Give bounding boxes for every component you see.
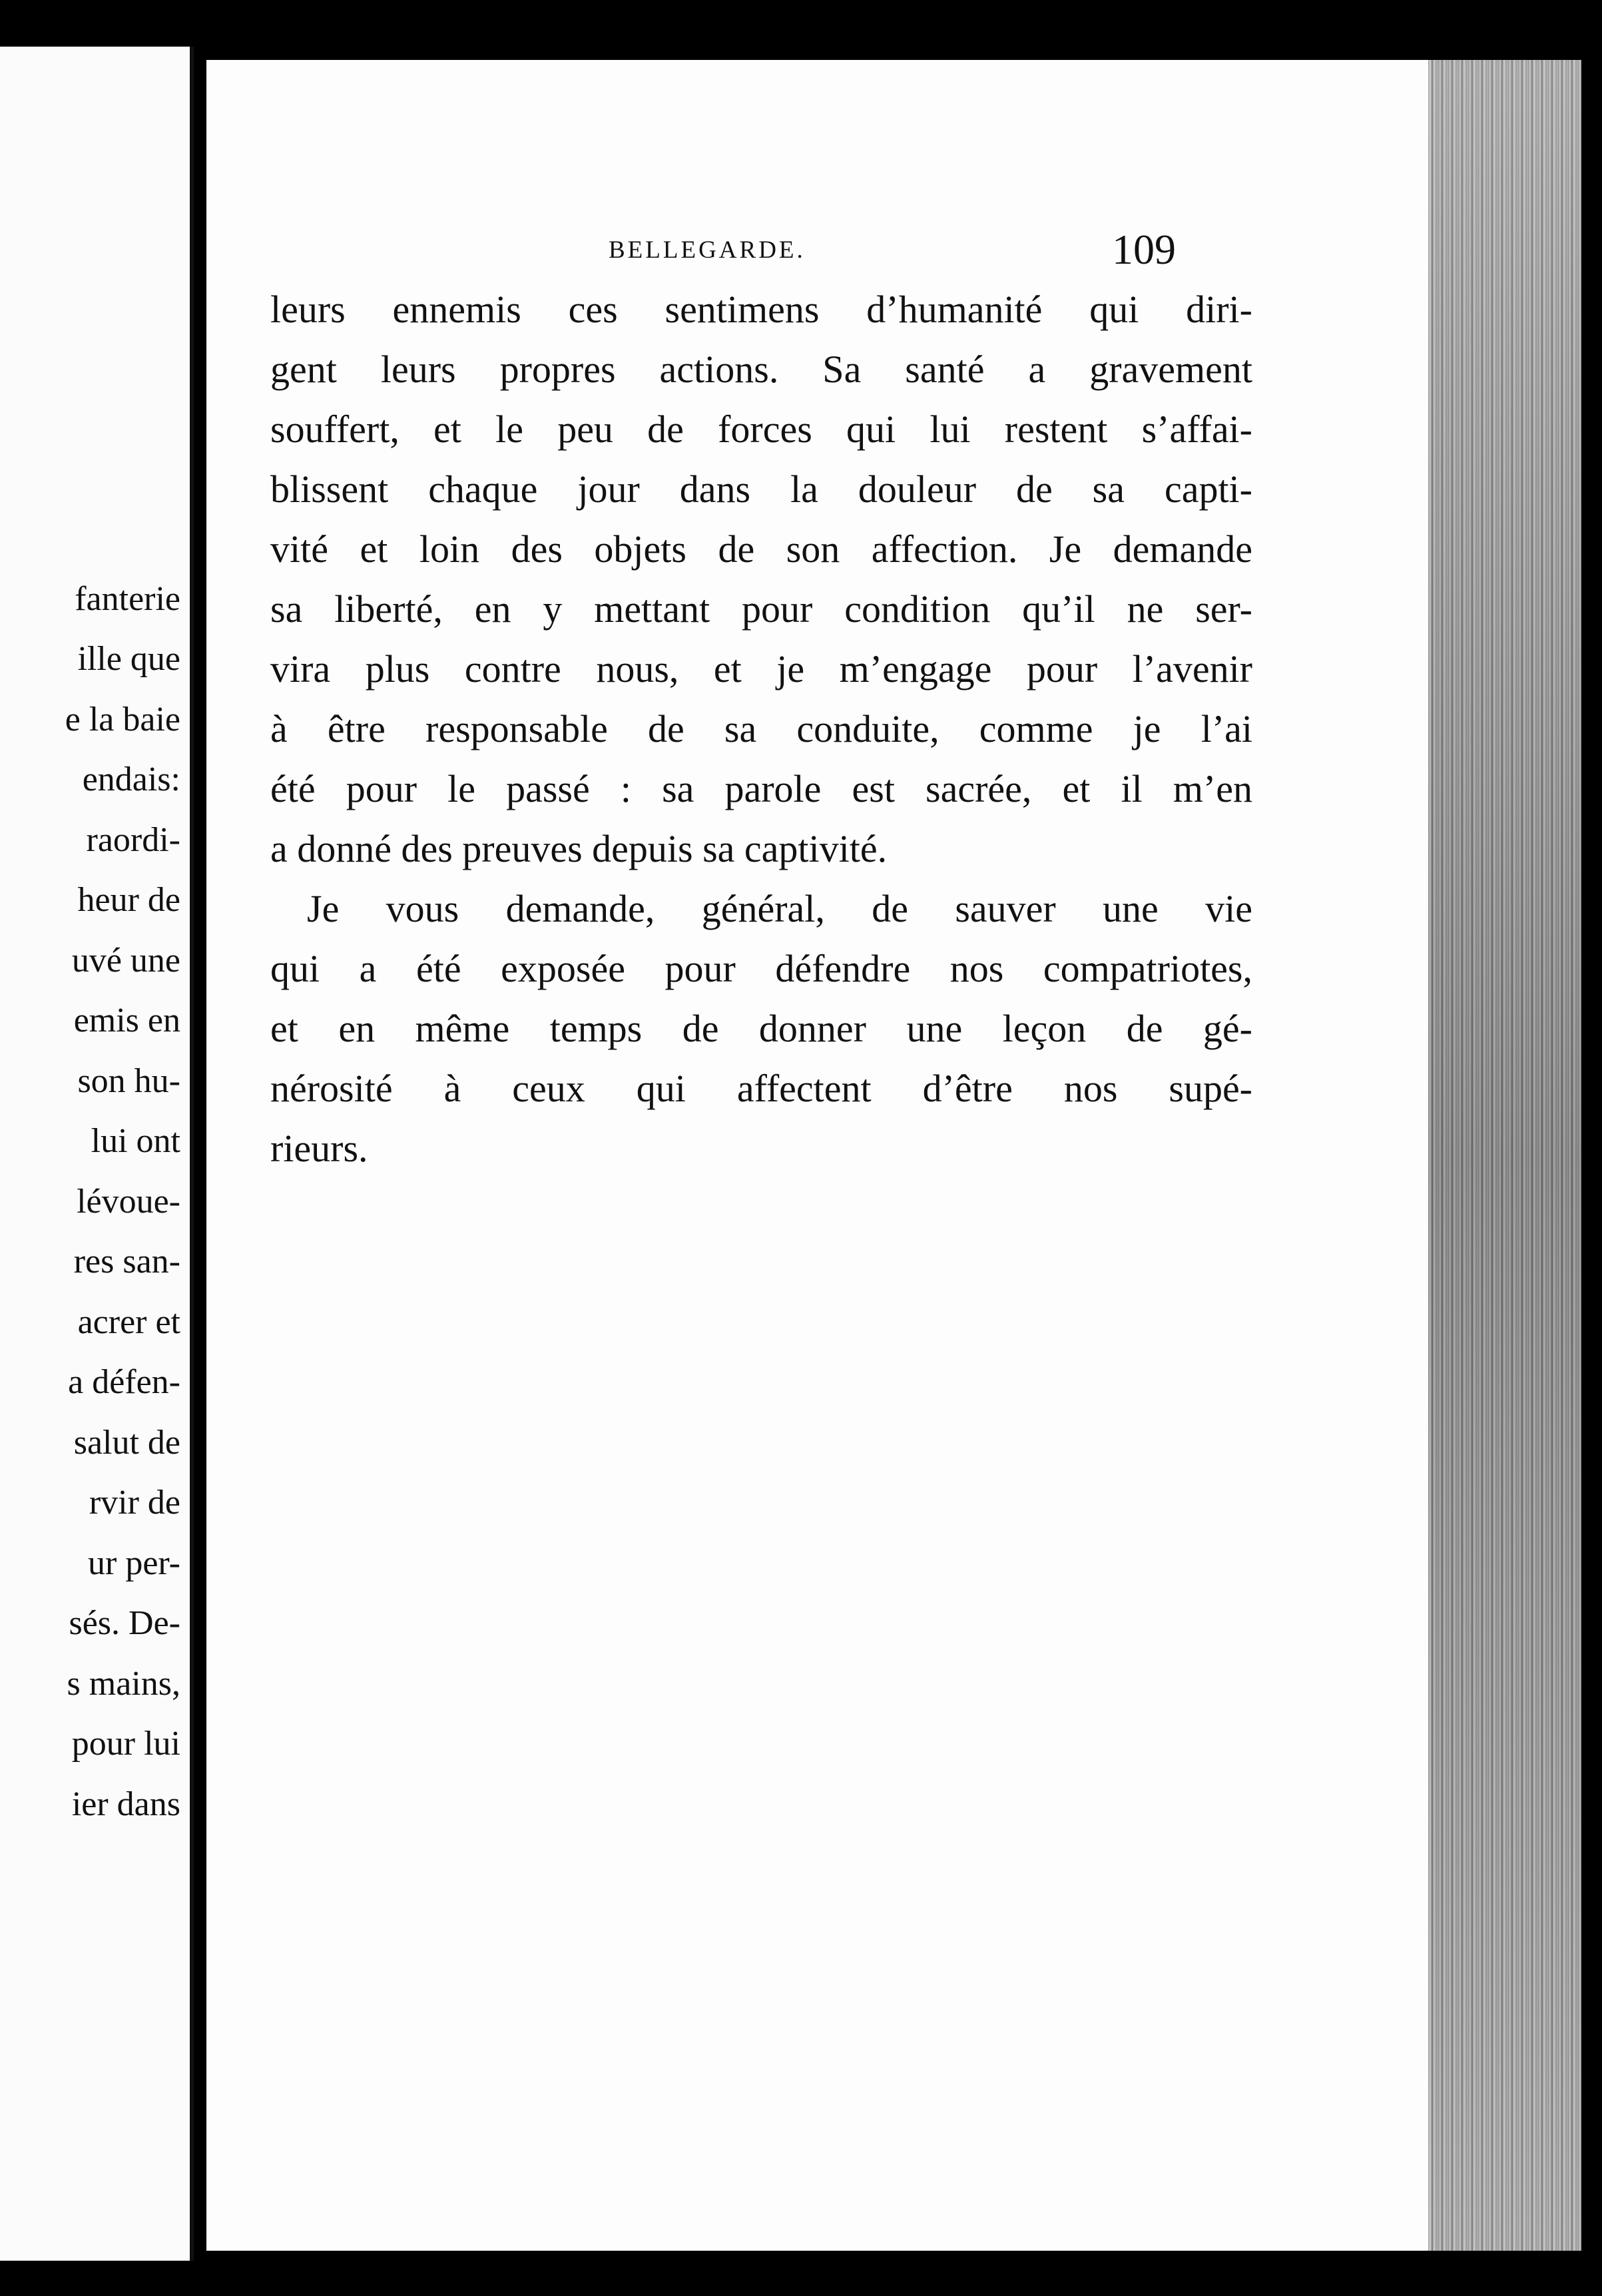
- left-page-line: a défen-: [68, 1363, 180, 1401]
- text-line: gent leurs propres actions. Sa santé a gravement: [270, 348, 1252, 391]
- text-line: vité et loin des objets de son affection. Je demande: [270, 527, 1252, 571]
- text-line: rieurs.: [270, 1127, 368, 1170]
- text-line: nérosité à ceux qui affectent d’être nos supé-: [270, 1067, 1252, 1110]
- left-page-line: heur de: [77, 881, 180, 919]
- left-page-line: son hu-: [77, 1062, 180, 1100]
- left-page-line: ier dans: [71, 1785, 180, 1823]
- left-page-line: endais:: [82, 760, 180, 798]
- text-line: leurs ennemis ces sentimens d’humanité qui diri-: [270, 288, 1252, 331]
- running-head-title: BELLEGARDE.: [609, 236, 806, 264]
- left-page-line: sés. De-: [69, 1604, 180, 1642]
- left-page-line: e la baie: [65, 701, 180, 738]
- left-page-line: ille que: [77, 640, 180, 678]
- text-line: vira plus contre nous, et je m’engage pour l’avenir: [270, 647, 1252, 691]
- text-line: blissent chaque jour dans la douleur de sa capti-: [270, 467, 1252, 511]
- paragraph-first-line: Je vous demande, général, de sauver une vie: [307, 887, 1252, 930]
- left-page-line: pour lui: [71, 1725, 180, 1763]
- left-page-line: ur per-: [88, 1544, 180, 1582]
- left-page-line: res san-: [73, 1243, 180, 1281]
- left-page-line: s mains,: [67, 1665, 180, 1703]
- left-page-line: uvé une: [71, 942, 180, 980]
- left-page-line: rvir de: [89, 1484, 180, 1522]
- book-page: [206, 60, 1432, 2251]
- text-line: qui a été exposée pour défendre nos compatriotes,: [270, 947, 1252, 990]
- page-number: 109: [1112, 226, 1176, 273]
- running-head: [206, 225, 1432, 278]
- text-line: a donné des preuves depuis sa captivité.: [270, 827, 888, 870]
- left-page-line: salut de: [73, 1424, 180, 1462]
- left-page-line: emis en: [73, 1002, 180, 1039]
- left-page-line: lui ont: [91, 1122, 180, 1160]
- left-page-line: lévoue-: [77, 1183, 180, 1221]
- text-line: et en même temps de donner une leçon de gé-: [270, 1007, 1252, 1050]
- left-page-line: fanterie: [75, 580, 180, 618]
- page-stack-edge: [1428, 60, 1581, 2251]
- left-page-line: acrer et: [77, 1303, 180, 1341]
- text-line: à être responsable de sa conduite, comme je l’ai: [270, 707, 1252, 750]
- text-line: souffert, et le peu de forces qui lui restent s’affai-: [270, 408, 1252, 451]
- left-page-line: raordi-: [86, 821, 180, 859]
- text-line: sa liberté, en y mettant pour condition qu’il ne ser-: [270, 587, 1252, 631]
- body-text: [270, 280, 1252, 1179]
- text-line: été pour le passé : sa parole est sacrée, et il m’en: [270, 767, 1252, 810]
- previous-page-fragment: [0, 47, 194, 2261]
